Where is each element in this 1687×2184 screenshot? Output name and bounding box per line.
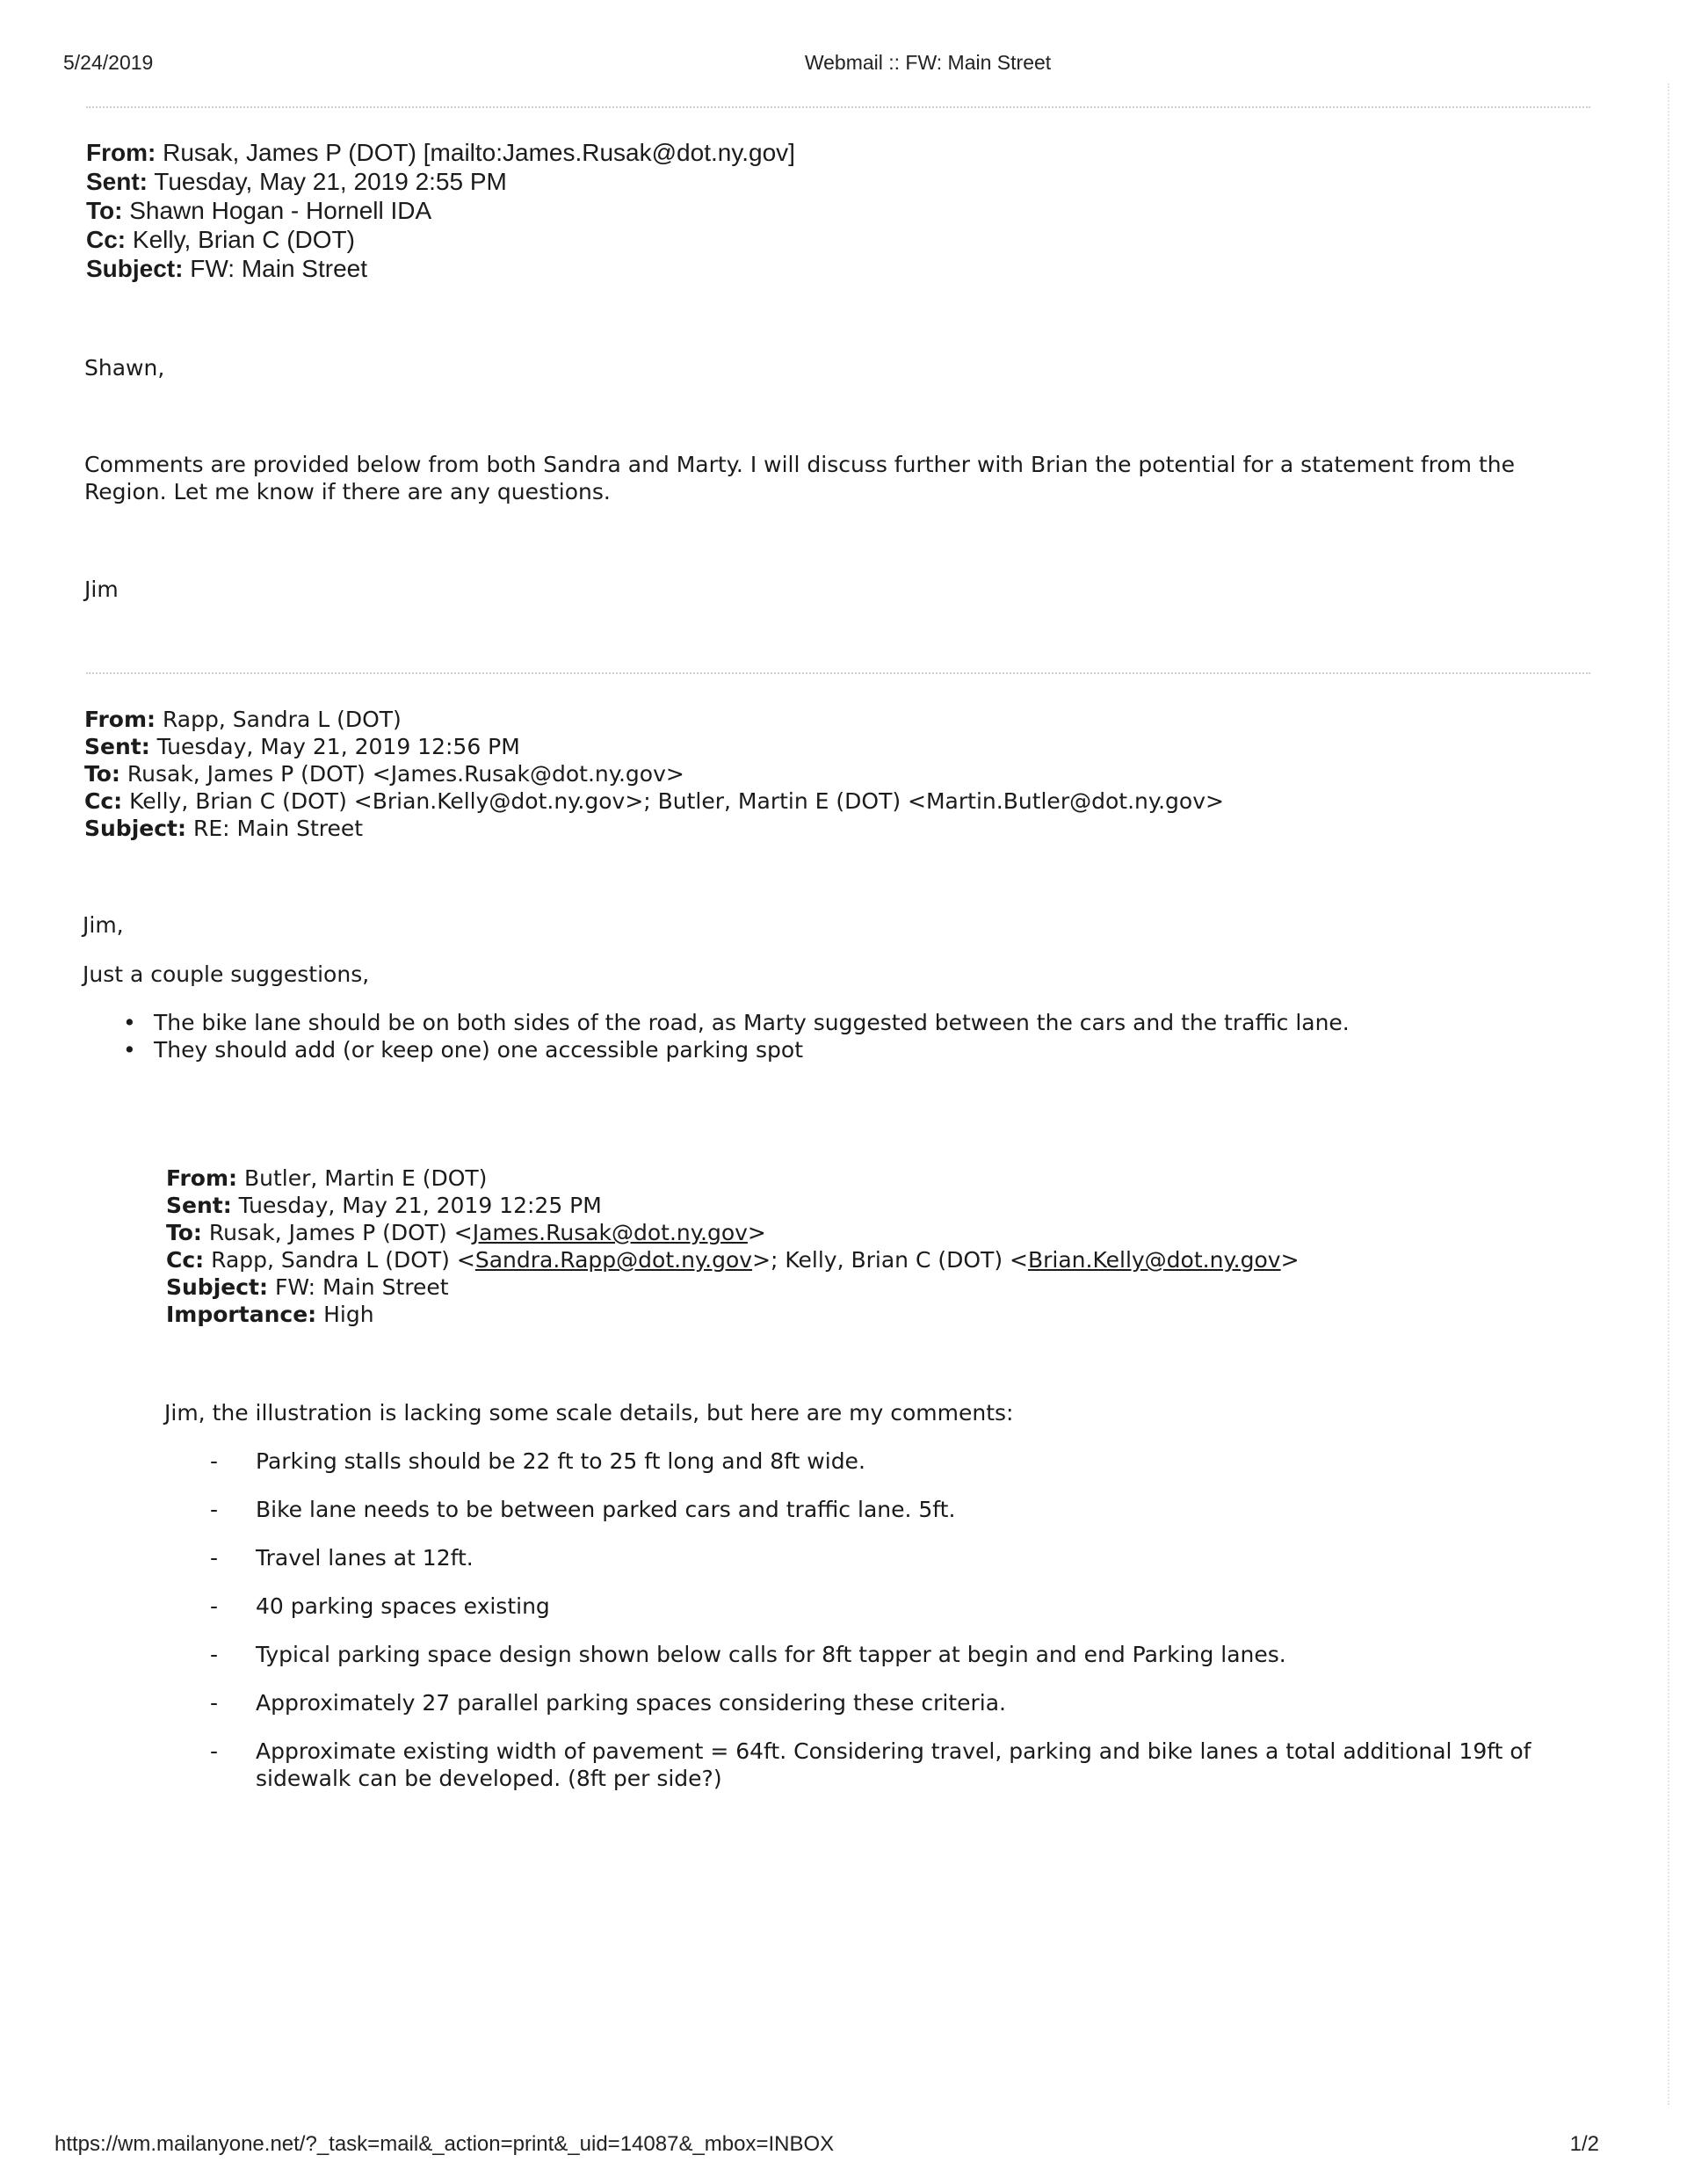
message2-sent: Sent: Tuesday, May 21, 2019 12:56 PM <box>84 734 520 759</box>
message3-importance: Importance: High <box>166 1302 374 1327</box>
message1-cc: Cc: Kelly, Brian C (DOT) <box>86 226 355 253</box>
list-item: - Typical parking space design shown below calls for 8ft tapper at begin and end Parking lanes. <box>205 1641 1558 1668</box>
message2-from: From: Rapp, Sandra L (DOT) <box>84 707 402 732</box>
message3-comment-list <box>205 1448 1558 1813</box>
top-divider <box>86 106 1590 108</box>
message1-subject: Subject: FW: Main Street <box>86 255 368 282</box>
list-item: - Approximately 27 parallel parking spaces considering these criteria. <box>205 1689 1558 1716</box>
list-item: - Travel lanes at 12ft. <box>205 1544 1558 1571</box>
message2-intro: Just a couple suggestions, <box>83 961 370 987</box>
scan-margin-edge <box>1668 83 1669 2105</box>
message2-header <box>84 706 1224 842</box>
print-url: https://wm.mailanyone.net/?_task=mail&_action=print&_uid=14087&_mbox=INBOX <box>54 2132 835 2156</box>
message1-to: To: Shawn Hogan - Hornell IDA <box>86 197 432 224</box>
list-item: - 40 parking spaces existing <box>205 1593 1558 1620</box>
list-item: • The bike lane should be on both sides of the road, as Marty suggested between the cars and the traffic lane. <box>123 1009 1350 1036</box>
message3-header <box>166 1165 1300 1328</box>
list-item: - Parking stalls should be 22 ft to 25 ft long and 8ft wide. <box>205 1448 1558 1475</box>
message1-signature: Jim <box>84 577 119 602</box>
list-item: - Bike lane needs to be between parked cars and traffic lane. 5ft. <box>205 1496 1558 1523</box>
list-item: • They should add (or keep one) one accessible parking spot <box>123 1036 1350 1063</box>
print-date: 5/24/2019 <box>63 51 154 74</box>
message3-intro: Jim, the illustration is lacking some scale details, but here are my comments: <box>164 1400 1014 1426</box>
message2-greeting: Jim, <box>83 912 124 938</box>
message1-header <box>86 138 795 283</box>
message2-to: To: Rusak, James P (DOT) <James.Rusak@dot.ny.gov> <box>84 761 684 787</box>
message3-cc: Cc: Rapp, Sandra L (DOT) <Sandra.Rapp@dot.ny.gov>; Kelly, Brian C (DOT) <Brian.Kelly@dot.ny.gov> <box>166 1247 1300 1273</box>
print-title: Webmail :: FW: Main Street <box>804 51 1052 74</box>
message3-sent: Sent: Tuesday, May 21, 2019 12:25 PM <box>166 1193 602 1218</box>
message2-cc: Cc: Kelly, Brian C (DOT) <Brian.Kelly@dot.ny.gov>; Butler, Martin E (DOT) <Martin.Butler@dot.ny.gov> <box>84 788 1224 814</box>
message1-sent: Sent: Tuesday, May 21, 2019 2:55 PM <box>86 168 507 195</box>
email-link-kelly[interactable]: Brian.Kelly@dot.ny.gov <box>1027 1247 1281 1273</box>
message1-from: From: Rusak, James P (DOT) [mailto:James.Rusak@dot.ny.gov] <box>86 139 795 166</box>
message1-greeting: Shawn, <box>84 355 165 381</box>
message3-to: To: Rusak, James P (DOT) <James.Rusak@dot.ny.gov> <box>166 1220 766 1245</box>
message2-subject: Subject: RE: Main Street <box>84 816 364 841</box>
message-separator <box>86 672 1590 674</box>
message3-subject: Subject: FW: Main Street <box>166 1274 449 1300</box>
page-number: 1/2 <box>1569 2132 1599 2156</box>
message3-from: From: Butler, Martin E (DOT) <box>166 1165 488 1191</box>
message1-body: Comments are provided below from both Sandra and Marty. I will discuss further with Brian the potential for a statement from the Region. Let me know if there are any questions. <box>84 452 1515 504</box>
list-item: - Approximate existing width of pavement = 64ft. Considering travel, parking and bike lanes a total additional 19ft of sidewalk can be developed. (8ft per side?) <box>205 1738 1558 1792</box>
email-link-rapp[interactable]: Sandra.Rapp@dot.ny.gov <box>474 1247 753 1273</box>
email-link-rusak[interactable]: James.Rusak@dot.ny.gov <box>472 1220 748 1245</box>
message2-bullet-list <box>123 1009 1350 1063</box>
